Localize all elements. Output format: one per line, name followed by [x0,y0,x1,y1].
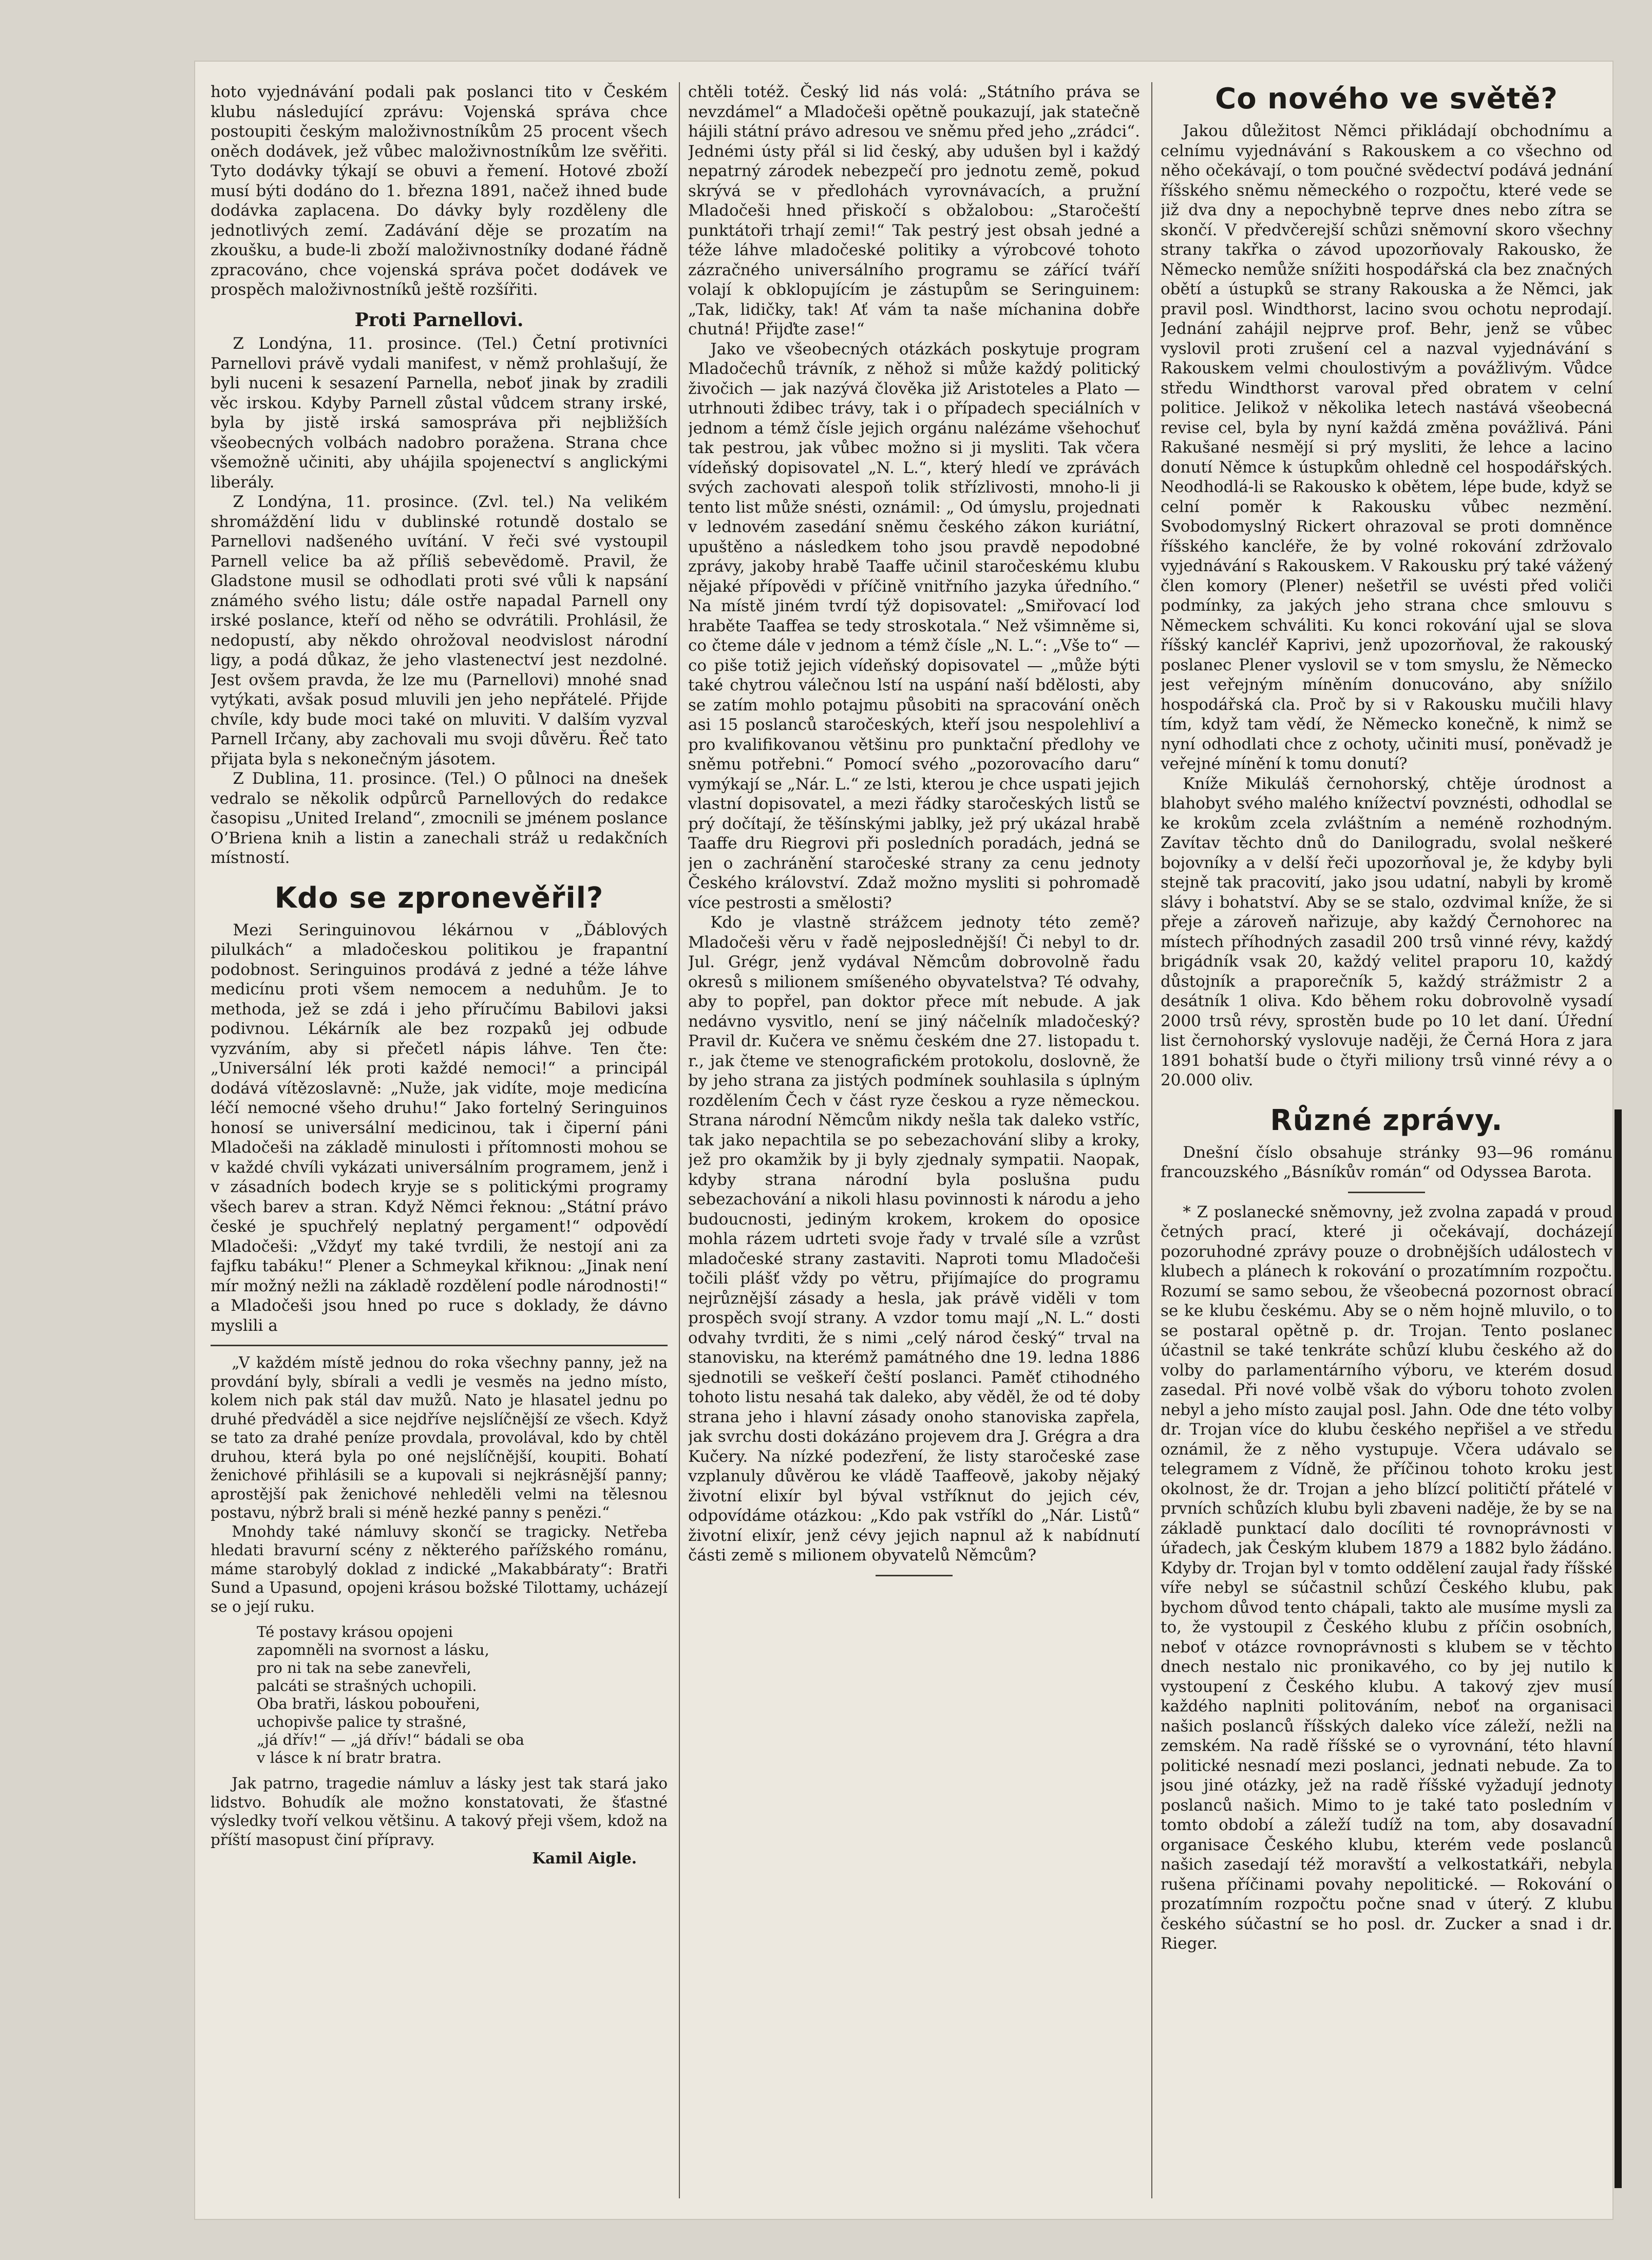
page-edge-shadow [1615,1109,1622,2188]
article-end-rule [876,1575,953,1576]
feuilleton-section [211,1353,668,1868]
column-rule [679,82,680,2198]
feuilleton-paragraph: Mnohdy také námluvy skončí se tragicky. Netřeba hledati bravurní scény z některého pařížského románu, máme starobylý doklad z indické „Makabbáraty“: Bratři Sund a Upasund, opojeni krásou božské Tilottamy, ucházejí se o její ruku. [211,1522,668,1615]
column-left [211,82,668,2198]
headline-ruzne-zpravy: Různé zprávy. [1270,1103,1503,1137]
article-kdo-se-zpronevefil: Mezi Seringuinovou lékárnou v „Ďáblových pilulkách“ a mladočeskou politikou je frapantní podobnost. Seringuinos prodává z jedné a téže láhve medicínu proti všem nemocem a neduhům. Je to methoda, jež se zdá i jeho příručímu Babilovi jaksi podivnou. Lékárník ale bez rozpaků jej odbude vyzváním, aby si přečetl nápis láhve. Ten čte: „Universální lék proti každé nemoci!“ a principál dodává vítězoslavně: „Nuže, jak vidíte, moje medicína léčí nemocné všeho druhu!“ Jako fortelný Seringuinos honosí se universální medicinou, tak i čiperní páni Mladočeši na základě minulosti i přítomnosti mohou se v každé chvíli vykázati universálním programem, jenž i v zásadních bodech kryje se s politickými programy všech barev a stran. Když Němci řeknou: „Státní právo české je spuchřelý neplatný pergament!“ odpovědí Mladočeši: „Vždyť my také tvrdili, že nestojí ani za fajfku tabáku!“ Plener a Schmeykal křiknou: „Jinak není mír možný nežli na základě rozdělení podle národnosti!“ a Mladočeši jsou hned po ruce s doklady, že dávno myslili a [211,920,668,1335]
feuilleton-paragraph: „V každém místě jednou do roka všechny panny, jež na provdání byly, sbírali a vedli je vesměs na jedno místo, kolem nich pak stál dav mužů. Nato je hlasatel jednu po druhé předváděl a sice nejdříve nejslíčnější ze všech. Když se tato za drahé peníze provdala, provolával, kdo by chtěl druhou, která byla po oné nejslíčnější, koupiti. Bohatí ženichové přihlásili se a kupovali si nejkrásnější panny; aprostější pak ženichové nehleděli velmi na tělesnou postavu, nýbrž brali si méně hezké panny s penězi.“ [211,1354,668,1521]
news-item-poslanecka-snemovna: * Z poslanecké sněmovny, jež zvolna zapadá v proud četných prací, které ji očekávají, docházejí pozoruhodné zprávy pouze o drobnějších událostech v klubech a plánech k rokování o prozatímním rozpočtu. Rozumí se samo sebou, že všeobecná pozornost obrací se ke klubu českému. Aby se o něm hojně mluvilo, o to se postaral opětně p. dr. Trojan. Tento poslanec účastnil se také tenkráte schůzí klubu českého až do volby do parlamentárního výboru, ve kterém dosud zasedal. Při nové volbě však do výboru tohoto zvolen nebyl a jeho místo zaujal posl. Jahn. Ode dne této volby dr. Trojan více do klubu českého nepřišel a ve středu oznámil, že z něho vystupuje. Včera udávalo se telegramem z Vídně, že příčinou tohoto kroku jest okolnost, že dr. Trojan a jeho blízcí političtí přátelé v prvních schůzích klubu byli zbaveni naděje, že by se na základě punktací dalo docíliti té rovnoprávnosti v úřadech, jak Českým klubem 1879 a 1882 bylo žádáno. Kdyby dr. Trojan byl v tomto oddělení zaujal řady říšské víře nebyl se súčastnil schůzí Českého klubu, pak bychom důvod tento chápali, takto ale musíme mysli za to, že vystoupil z Českého klubu z příčin osobních, neboť v otázce rovnoprávnosti s klubem se v těchto dnech nestalo nic pronikavého, co by jej nutilo k vystoupení z Českého klubu. A takový zjev musí každého naplniti politováním, neboť na organisaci našich poslanců říšských daleko více záleží, nežli na zemském. Na radě říšské se o vyrovnání, této hlavní politické nesnadí mezi poslanci, jednati nebude. Za to jsou jiné otázky, jež na radě říšské vyžadují jednoty poslanců našich. Mimo to je také tato posledním v tomto období a záleží tudíž na tom, aby dosavadní organisace Českého klubu, kterém vede poslanců našich zasedají též moravští a velkostatkáři, nebyla rušena příčinami povahy nepolitické. — Rokování o prozatímním rozpočtu počne snad v úterý. Z klubu českého súčastní se ho posl. dr. Zucker a snad i dr. Rieger. [1161,1202,1612,1953]
article-paragraph: Kníže Mikuláš černohorský, chtěje úrodnost a blahobyt svého malého knížectví povznésti, odhodlal se ke krokům zcela zvláštním a neméně rozhodným. Zavítav těchto dnů do Danilogradu, svolal neškeré bojovníky a v delší řeči upozorňoval je, že kdyby byli stejně tak pracovití, jako jsou udatní, nabyli by kromě slávy i bohatství. Aby se se stalo, ozdvimal kníže, že si přeje a zároveň nařizuje, aby každý Černohorec na místech příhodných zasadil 200 trsů vinné révy, každý brigádník vsak 20, každý velitel praporu 10, každý důstojník a praporečník 5, každý strážmistr 2 a desátník 1 oliva. Kdo během roku dobrovolně vysadí 2000 trsů révy, sprostěn bude po 10 let daní. Úřední list černohorský vyslovuje naději, že Černá Hora z jara 1891 bohatší bude o čtyři miliony trsů vinné révy a o 20.000 oliv. [1161,774,1612,1089]
feuilleton-closing: Jak patrno, tragedie námluv a lásky jest tak stará jako lidstvo. Bohudík ale možno konstatovati, že šťastné výsledky tvoří velkou většinu. A takový přeji všem, kdož na příští masopust činí přípravy. [211,1775,668,1849]
column-rule [1151,82,1152,2198]
headline-proti-parnellovi: Proti Parnellovi. [354,309,524,331]
feuilleton-separator [211,1345,668,1346]
article-paragraph: Jakou důležitost Němci přikládají obchodnímu a celnímu vyjednávání s Rakouskem a co všechno od něho očekávají, o tom poučné svědectví podává jednání říšského sněmu německého o rozpočtu, které vede se již dva dny a nepochybně teprve dnes nebo zítra se skončí. V předvčerejší schůzi sněmovní skoro všechny strany takřka o závod upozorňovaly Rakousko, že Německo nemůže snížiti hospodářská cla bez značných obětí a ústupků se strany Rakouska a že Němci, jak pravil posl. Windthorst, lacino svou ochotu neprodají. Jednání zahájil nejprve prof. Behr, jenž se vůbec vyslovil proti zrušení cel a nazval vyjednávání s Rakouskem velmi choulostivým a povážlivým. Vůdce středu Windthorst varoval před obratem v celní politice. Jelikož v několika letech nastává všeobecná revise cel, byla by nyní každá změna povážlivá. Páni Rakušané nesmějí si prý mysliti, že lehce a lacino donutí Němce k ústupkům ohledně cel hospodářských. Neodhodlá-li se Rakousko k obětem, lépe bude, když se celní poměr k Rakousku vůbec nezmění. Svobodomyslný Rickert ohrazoval se proti domněnce říšského kancléře, že by volné rokování zdržovalo vyjednávání s Rakouskem. V Rakousku prý také vážený člen komory (Plener) nešetřil se uvésti před voliči podmínky, za jakých jeho strana chce smlouvu s Německem schváliti. Ku konci rokování ujal se slova říšský kancléř Kaprivi, jenž upozorňoval, že rakouský poslanec Plener vyslovil se v tom smyslu, že Německo jest veřejným míněním donucováno, aby snížilo hospodářská cla. Proč by si v Rakousku mučili hlavy tím, když tam vědí, že Německo konečně, k nimž se nyní odhodlati chce z ochoty, učiniti musí, poněvadž je veřejné mínění k tomu donutí? [1161,122,1612,773]
feuilleton-signature: Kamil Aigle. [532,1849,637,1867]
article-continuation: hoto vyjednávání podali pak poslanci tito v Českém klubu následující zprávu: Vojenská správa chce postoupiti českým maloživnostníkům 25 procent všech oněch dodávek, jež vůbec maloživnostníkům lze svěřiti. Tyto dodávky týkají se obuvi a řemení. Hotové zboží musí býti dodáno do 1. března 1891, načež ihned bude dodávka zaplacena. Do dávky byly rozděleny dle jednotlivých zemí. Zadávání děje se prozatím na zkoušku, a bude-li zboží maloživnostníky dodané řádně zpracováno, chce vojenská správa počet dodávek ve prospěch maloživnostníků ještě rozšířiti. [211,83,668,299]
news-notice: Dnešní číslo obsahuje stránky 93—96 románu francouzského „Básníkův román“ od Odyssea Barota. [1161,1143,1612,1181]
article-continuation: chtěli totéž. Český lid nás volá: „Státního práva se nevzdámel“ a Mladočeši opětně poukazují, jak statečně hájili státní právo adresou ve sněmu před jeho „zrádci“. Jednémi ústy přál si lid český, aby udušen byl i každý nepatrný zárodek nebezpečí pro jednotu země, pokud skrývá se v předlohách vyrovnávacích, a pružní Mladočeši hned přiskočí s obžalobou: „Staročeští punktátoři trhají zemi!“ Tak pestrý jest obsah jedné a téže láhve mladočeské politiky a výrobcové tohoto zázračného universálního programu se zářící tváří volají k obklopujícím je zástupům se Seringuinem: „Tak, lidičky, tak! Ať vám ta naše míchanina dobře chutná! Přijďte zase!“ [688,83,1140,338]
column-middle [688,82,1140,2198]
article-paragraph: Kdo je vlastně strážcem jednoty této země? Mladočeši věru v řadě nejposlednější! Či nebyl to dr. Jul. Grégr, jenž vydával Němcům dobrovolně řadu okresů s milionem smíšeného obyvatelstva? Té odvahy, aby to popřel, pan doktor přece mít nebude. A jak nedávno vysvitlo, není se jiný náčelník mladočeský? Pravil dr. Kučera ve sněmu českém dne 27. listopadu t. r., jak čteme ve stenografickém protokolu, doslovně, že by jeho strana za jistých podmínek souhlasila s úplným rozdělením Čech v část ryze českou a ryze německou. Strana národní Němcům nikdy nešla tak daleko vstříc, tak jako nepachtila se po sebezachování sliby a kroky, jež pro okamžik by ji byly zjednaly sympatii. Naopak, kdyby strana národní byla poslušna pudu sebezachování a nikoli hlasu povinnosti k národu a jeho budoucnosti, jediným krokem, krokem do oposice mohla rázem udrteti svoje řady v trvalé síle a vzrůst mladočeské strany zastaviti. Naproti tomu Mladočeši točili plášť vždy po větru, přijímajíce do programu nejrůznější zásady a hesla, jak právě viděli v tom prospěch svojí strany. A vzdor tomu mají „N. L.“ dosti odvahy tvrditi, že s nimi „celý národ český“ trval na stanovisku, na kterémž památného dne 19. ledna 1886 sjednotili se veškeří čeští poslanci. Paměť ctihodného tohoto listu nesahá tak daleko, aby věděl, že od té doby strana jeho i hlavní zásady onoho stanoviska zapřela, jak svrchu dosti dokázáno projevem dra J. Grégra a dra Kučery. Na nízké podezření, že listy staročeské zase vzplanuly důvěrou ke vládě Taaffeově, jakoby nějaký životní elixír byl býval vstříknut do jejich cév, odpovídáme otázkou: „Kdo pak vstříkl do „Nár. Listů“ životní elixír, jenž cévy jejich napnul až k nabídnutí části země s milionem obyvatelů Němcům? [688,913,1140,1565]
news-item-london-2: Z Londýna, 11. prosince. (Zvl. tel.) Na velikém shromáždění lidu v dublinské rotundě dostalo se Parnellovi nadšeného uvítání. V řeči své vystoupil Parnell velice ba až příliš sebevědomě. Pravil, že Gladstone musil se odhodlati proti své vůli k napsání známého svého listu; dále ostře napadal Parnell ony irské poslance, kteří od něho se odvrátili. Prohlásil, že nedopustí, aby někdo ohrožoval neodvislost národní ligy, a podá důkaz, že jeho vlastenectví jest nezdolné. Jest ovšem pravda, že lze mu (Parnellovi) mnohé snad vytýkati, avšak posud mluvili jen jeho nepřátelé. Přijde chvíle, kdy bude moci také on mluviti. V dalším vyzval Parnell Irčany, aby zachovali mu svoji důvěru. Řeč tato přijata byla s nekonečným jásotem. [211,493,668,768]
headline-co-noveho-ve-svete: Co nového ve světě? [1215,82,1558,116]
column-right [1161,82,1612,2198]
notice-rule [1348,1192,1425,1193]
feuilleton-poem: Té postavy krásou opojeni zapomněli na svornost a lásku, pro ni tak na sebe zanevřeli, palcáti se strašných uchopili. Oba bratři, láskou pobouřeni, uchopivše palice ty strašné, „já dřív!“ — „já dřív!“ bádali se oba v lásce k ní bratr bratra. [257,1623,524,1766]
headline-kdo-se-zpronevefil: Kdo se zpronevěřil? [274,881,604,915]
news-item-dublin: Z Dublina, 11. prosince. (Tel.) O půlnoci na dnešek vedralo se několik odpůrců Parnellových do redakce časopisu „United Ireland“, zmocnili se jménem poslance O’Briena knih a listin a zanechali stráž u redakčních místností. [211,769,668,867]
newspaper-page [195,62,1612,2219]
article-paragraph: Jako ve všeobecných otázkách poskytuje program Mladočechů trávník, z něhož si může každý politický živočich — jak nazývá člověka již Aristoteles a Plato — utrhnouti ždibec trávy, tak i o případech speciálních v jednom a témž čísle jejich orgánu nalézáme všehochuť tak pestrou, jak vůbec možno si ji mysliti. Tak včera vídeňský dopisovatel „N. L.“, který hledí ve zprávách svých zachovati alespoň tolik střízlivosti, mnoho-li ji tento list může snésti, oznámil: „ Od úmyslu, projednati v lednovém zasedání sněmu českého zákon kuriátní, upuštěno a následkem toho jsou pravdě nepodobné zprávy, jakoby hrabě Taaffe učinil staročeskému klubu nějaké přípovědi v příčině vnitřního jazyka úředního.“ Na místě jiném tvrdí týž dopisovatel: „Smiřovací loď hraběte Taaffea se tedy stroskotala.“ Než všimněme si, co čteme dále v jednom a témž čísle „N. L.“: „Vše to“ — co piše totiž jejich vídeňský dopisovatel — „může býti také chytrou válečnou lstí na uspání naší bdělosti, aby se zatím mohlo potajmu působiti na spracování oněch asi 15 poslanců staročeských, kteří jsou nespolehliví a pro kvalifikovanou většinu pro punktační předlohy ve sněmu potřebni.“ Pomocí svého „pozorovacího daru“ vymýkají se „Nár. L.“ ze lsti, kterou je chce uspati jejich vlastní dopisovatel, a mezi řádky staročeských listů se prý dočítají, že těšínskými jablky, jež prý ukázal hrabě Taaffe dru Riegrovi při posledních poradách, jedná se jen o zachránění staročeské strany za cenu jednoty Českého království. Zdaž možno mysliti si pohromadě více pestrosti a smělosti? [688,340,1140,912]
news-item-london-1: Z Londýna, 11. prosince. (Tel.) Četní protivníci Parnellovi právě vydali manifest, v němž prohlašují, že byli nuceni k sesazení Parnella, neboť jinak by zradili věc irskou. Kdyby Parnell zůstal vůdcem strany irské, byla by jistě irská samospráva při nejbližších všeobecných volbách nadobro poražena. Strana chce všemožně učiniti, aby uhájila spojenectví s anglickými liberály. [211,334,668,492]
